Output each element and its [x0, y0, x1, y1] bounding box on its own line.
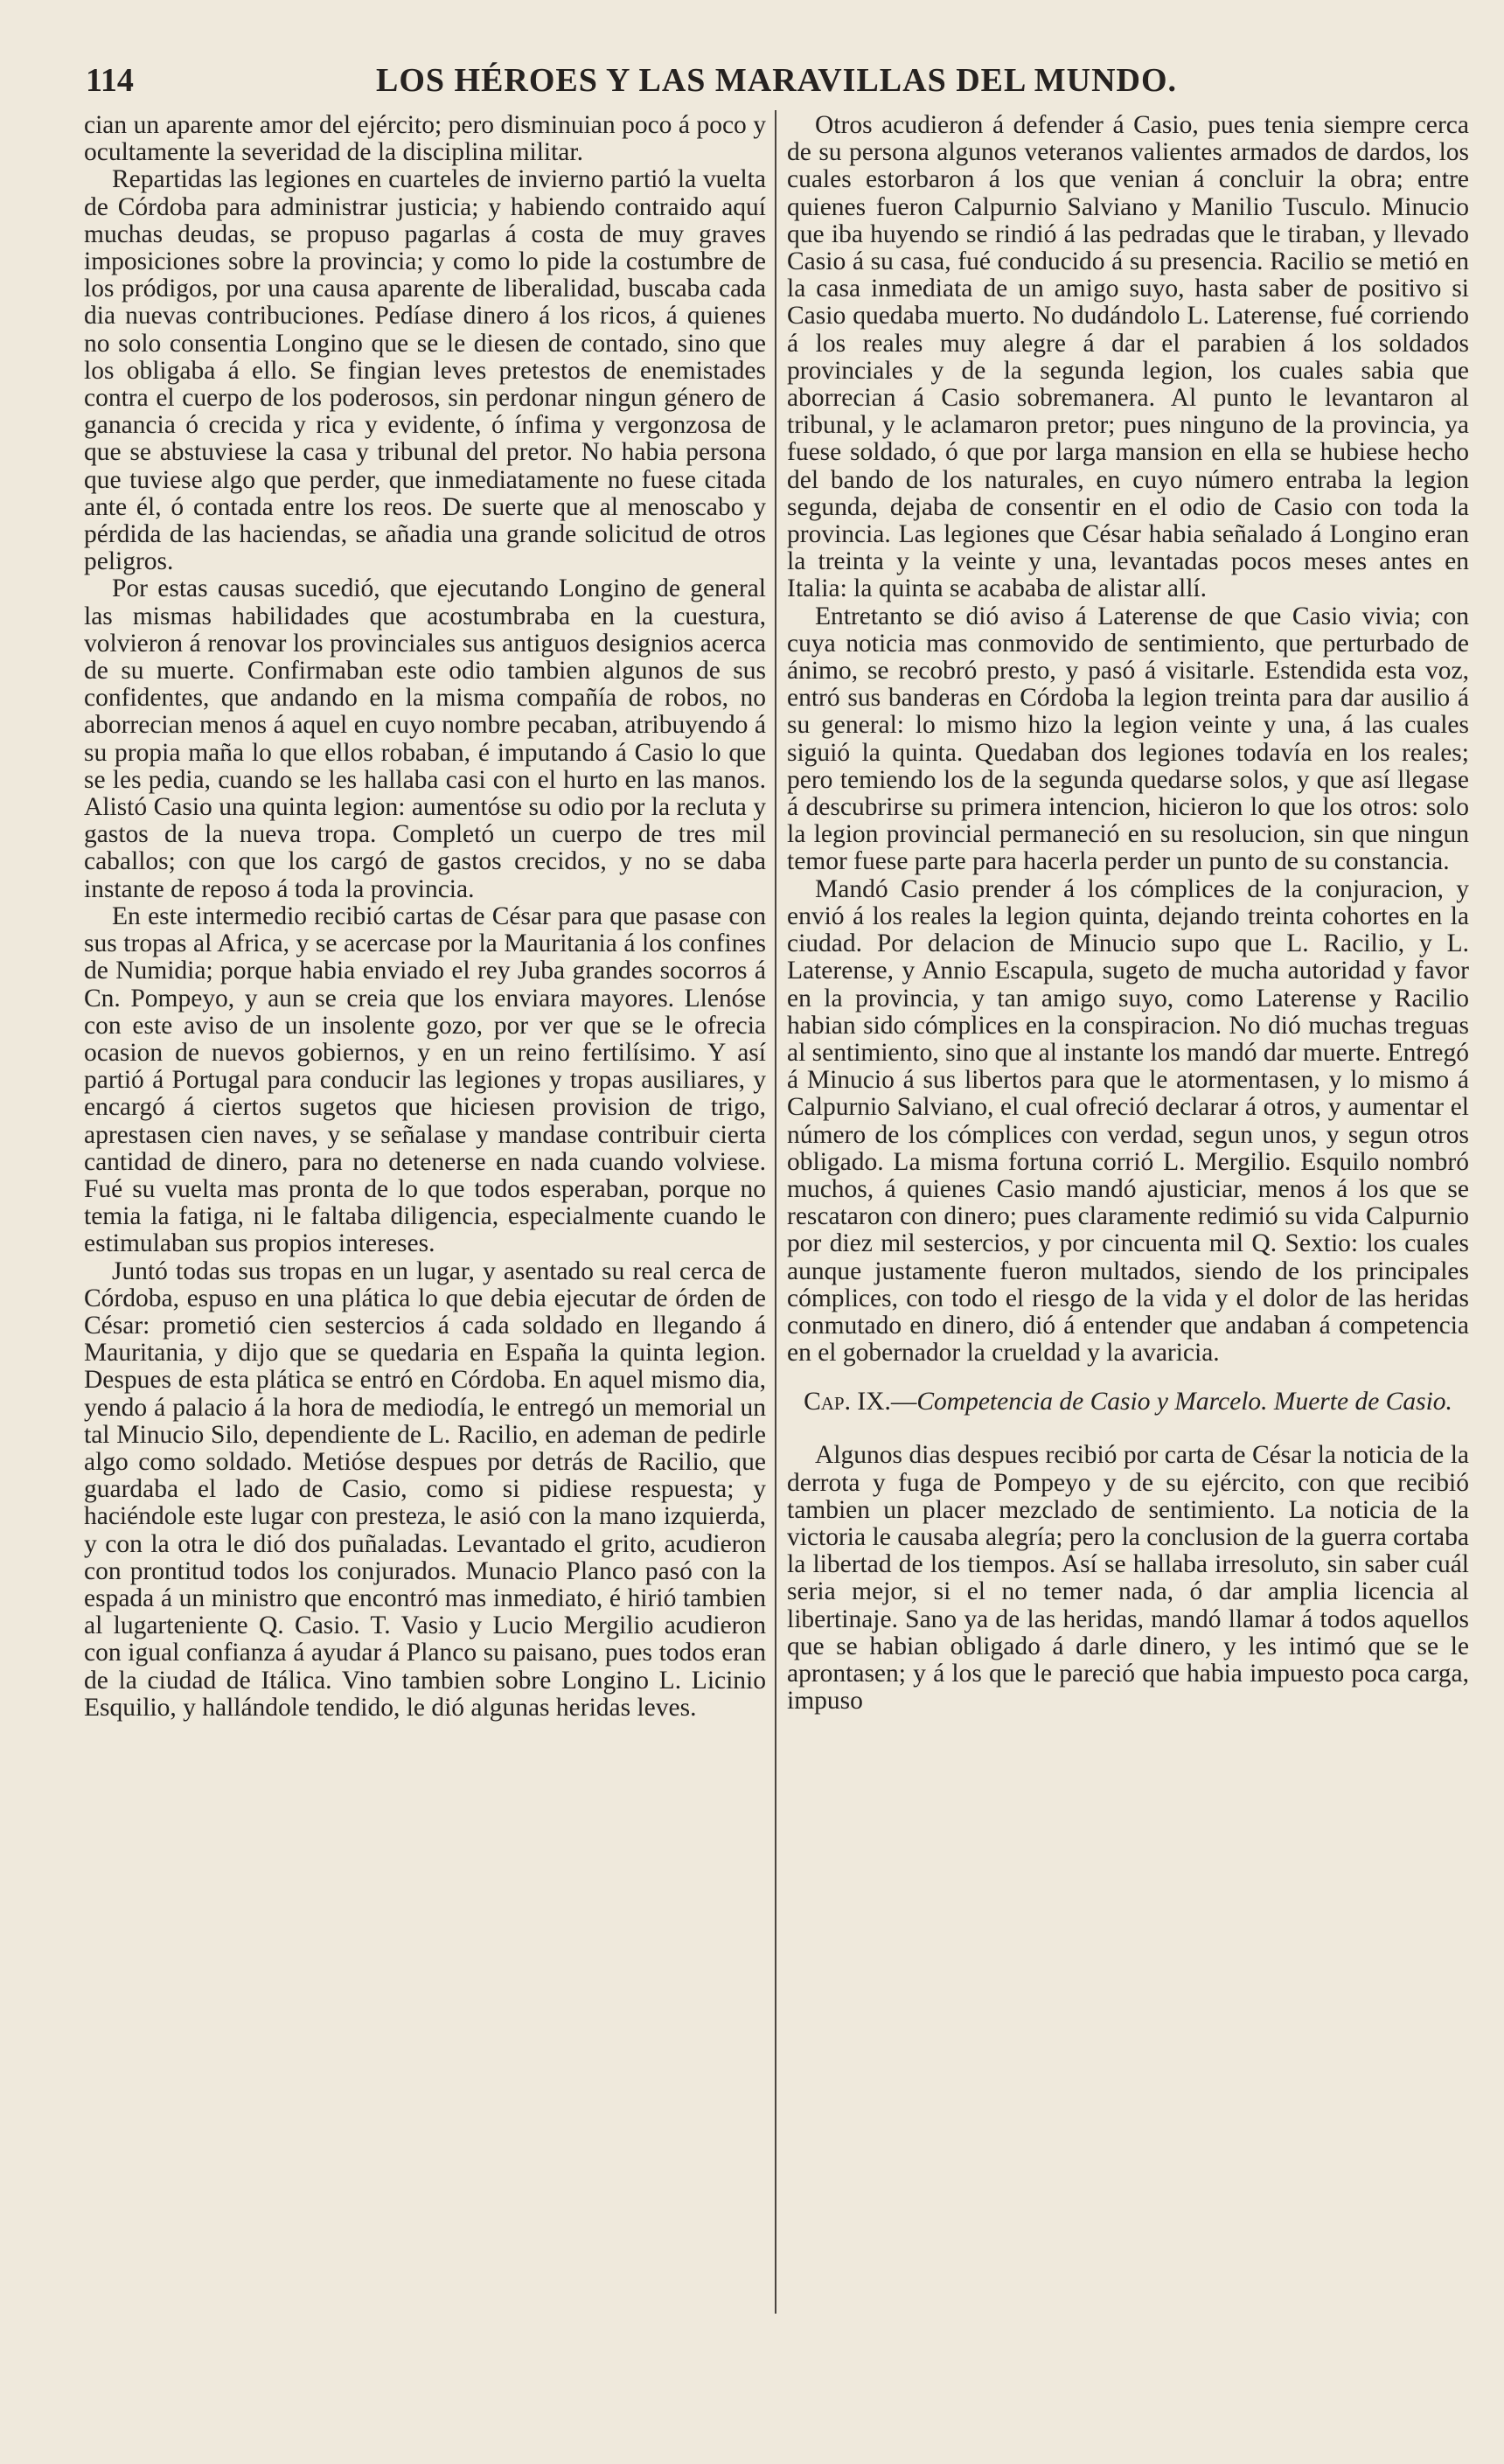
chapter-heading: [787, 1388, 1469, 1416]
paragraph: Juntó todas sus tropas en un lugar, y asentado su real cerca de Córdoba, espuso en una plática lo que debia ejecutar de órden de César: prometió cien sestercios á cada soldado en llegando á Mauritania, y dijo que se quedaria en España la quinta legion. Despues de esta plática se entró en Córdoba. En aquel mismo dia, yendo á palacio á la hora de mediodía, le entregó un memorial un tal Minucio Silo, dependiente de L. Racilio, en ademan de pedirle algo como soldado. Metióse despues por detrás de Racilio, que guardaba el lado de Casio, como si pidiese respuesta; y haciéndole este lugar con presteza, le asió con la mano izquierda, y con la otra le dió dos puñaladas. Levantado el grito, acudieron con prontitud todos los conjurados. Munacio Planco pasó con la espada á un ministro que encontró mas inmediato, é hirió tambien al lugarteniente Q. Casio. T. Vasio y Lucio Mergilio acudieron con igual confianza á ayudar á Planco su paisano, pues todos eran de la ciudad de Itálica. Vino tambien sobre Longino L. Licinio Esquilio, y hallándole tendido, le dió algunas heridas leves.: [84, 1256, 766, 1722]
page-number: 114: [86, 62, 134, 99]
column-divider: [775, 110, 776, 2314]
paragraph: Entretanto se dió aviso á Laterense de que Casio vivia; con cuya noticia mas conmovido de sentimiento, que perturbado de ánimo, se recobró presto, y pasó á visitarle. Estendida esta voz, entró sus banderas en Córdoba la legion treinta para dar ausilio á su general: lo mismo hizo la legion veinte y una, á las cuales siguió la quinta. Quedaban dos legiones todavía en los reales; pero temiendo los de la segunda quedarse solos, y que así llegase á descubrirse su primera intencion, hicieron lo que los otros: solo la legion provincial permaneció en su resolucion, sin que ningun temor fuese parte para hacerla perder un punto de su constancia.: [787, 602, 1469, 876]
right-column: [787, 112, 1469, 1715]
paragraph: En este intermedio recibió cartas de César para que pasase con sus tropas al Africa, y se acercase por la Mauritania á los confines de Numidia; porque habia enviado el rey Juba grandes socorros á Cn. Pompeyo, y aun se creia que los enviara mayores. Llenóse con este aviso de un insolente gozo, por ver que se le ofrecia ocasion de nuevos gobiernos, y en un reino fertilísimo. Y así partió á Portugal para conducir las legiones y tropas ausiliares, y encargó á ciertos sugetos que hiciesen provision de trigo, aprestasen cien naves, y se señalase y mandase contribuir cierta cantidad de dinero, para no detenerse en nada cuando volviese. Fué su vuelta mas pronta de lo que todos esperaban, porque no temia la fatiga, ni le faltaba diligencia, especialmente cuando le estimulaban sus propios intereses.: [84, 901, 766, 1258]
page-header: [77, 56, 1476, 108]
paragraph: Otros acudieron á defender á Casio, pues tenia siempre cerca de su persona algunos veteranos valientes armados de dardos, los cuales estorbaron á los que venian á concluir la obra; entre quienes fueron Calpurnio Salviano y Manilio Tusculo. Minucio que iba huyendo se rindió á las pedradas que le tiraban, y llevado Casio á su casa, fué conducido á su presencia. Racilio se metió en la casa inmediata de un amigo suyo, hasta saber de positivo si Casio quedaba muerto. No dudándolo L. Laterense, fué corriendo á los reales muy alegre á dar el parabien á los soldados provinciales y de la segunda legion, los cuales sabia que aborrecian á Casio sobremanera. Al punto le levantaron al tribunal, y le aclamaron pretor; pues ninguno de la provincia, ya fuese soldado, ó que por larga mansion en ella se hubiese hecho del bando de los naturales, en cuyo número entraba la legion segunda, dejaba de consentir en el odio de Casio con toda la provincia. Las legiones que César habia señalado á Longino eran la treinta y la veinte y una, levantadas pocos meses antes en Italia: la quinta se acababa de alistar allí.: [787, 111, 1469, 603]
paragraph: Mandó Casio prender á los cómplices de la conjuracion, y envió á los reales la legion quinta, dejando treinta cohortes en la ciudad. Por delacion de Minucio supo que L. Racilio, y L. Laterense, y Annio Escapula, sugeto de mucha autoridad y favor en la provincia, y tan amigo suyo, como Laterense y Racilio habian sido cómplices en la conspiracion. No dió muchas treguas al sentimiento, sino que al instante los mandó dar muerte. Entregó á Minucio á sus libertos para que le atormentasen, y lo mismo á Calpurnio Salviano, el cual ofreció declarar á otros, y aumentar el número de los cómplices con verdad, segun unos, y segun otros obligado. La misma fortuna corrió L. Mergilio. Esquilo nombró muchos, á quienes Casio mandó ajusticiar, menos á los que se rescataron con dinero; pues claramente redimió su vida Calpurnio por diez mil sestercios, y por cincuenta mil Q. Sextio: los cuales aunque justamente fueron multados, siendo de los principales cómplices, con todo el riesgo de la vida y el dolor de las heridas conmutado en dinero, dió á entender que andaban á competencia en el gobernador la crueldad y la avaricia.: [787, 874, 1469, 1368]
left-column: [84, 112, 766, 1722]
chapter-title: Competencia de Casio y Marcelo. Muerte de Casio.: [916, 1388, 1452, 1416]
paragraph: Algunos dias despues recibió por carta de César la noticia de la derrota y fuga de Pompeyo y de su ejército, con que recibió tambien un placer mezclado de sentimiento. La noticia de la victoria le causaba alegría; pero la conclusion de la guerra cortaba la libertad de los tiempos. Así se hallaba irresoluto, sin saber cuál seria mejor, si el no temer nada, ó dar amplia licencia al libertinaje. Sano ya de las heridas, mandó llamar á todos aquellos que se habian obligado á darle dinero, y les intimó que se le aprontasen; y á los que le pareció que habia impuesto poca carga, impuso: [787, 1441, 1469, 1716]
paragraph: cian un aparente amor del ejército; pero disminuian poco á poco y ocultamente la severidad de la disciplina militar.: [84, 111, 766, 167]
running-title: LOS HÉROES Y LAS MARAVILLAS DEL MUNDO.: [375, 62, 1178, 99]
chapter-label: Cap. IX.—: [804, 1388, 917, 1416]
paragraph: Repartidas las legiones en cuarteles de invierno partió la vuelta de Córdoba para administrar justicia; y habiendo contraido aquí muchas deudas, se propuso pagarlas á costa de muy graves imposiciones sobre la provincia; y como lo pide la costumbre de los pródigos, por una causa aparente de liberalidad, buscaba cada dia nuevas contribuciones. Pedíase dinero á los ricos, á quienes no solo consentia Longino que se le diesen de contado, sino que los obligaba á ello. Se fingian leves pretestos de enemistades contra el cuerpo de los poderosos, sin perdonar ningun género de ganancia ó crecida y rica y evidente, ó ínfima y vergonzosa de que se abstuviese la casa y tribunal del pretor. No habia persona que tuviese algo que perder, que inmediatamente no fuese citada ante él, ó contada entre los reos. De suerte que al menoscabo y pérdida de las haciendas, se añadia una grande solicitud de otros peligros.: [84, 165, 766, 576]
paragraph: Por estas causas sucedió, que ejecutando Longino de general las mismas habilidades que acostumbraba en la cuestura, volvieron á renovar los provinciales sus antiguos designios acerca de su muerte. Confirmaban este odio tambien algunos de sus confidentes, que andando en la misma compañía de robos, no aborrecian menos á aquel en cuyo nombre pecaban, atribuyendo á su propia maña lo que ellos robaban, é imputando á Casio lo que se les pedia, cuando se les hallaba casi con el hurto en las manos. Alistó Casio una quinta legion: aumentóse su odio por la recluta y gastos de la nueva tropa. Completó un cuerpo de tres mil caballos; con que los cargó de gastos crecidos, y no se daba instante de reposo á toda la provincia.: [84, 574, 766, 903]
